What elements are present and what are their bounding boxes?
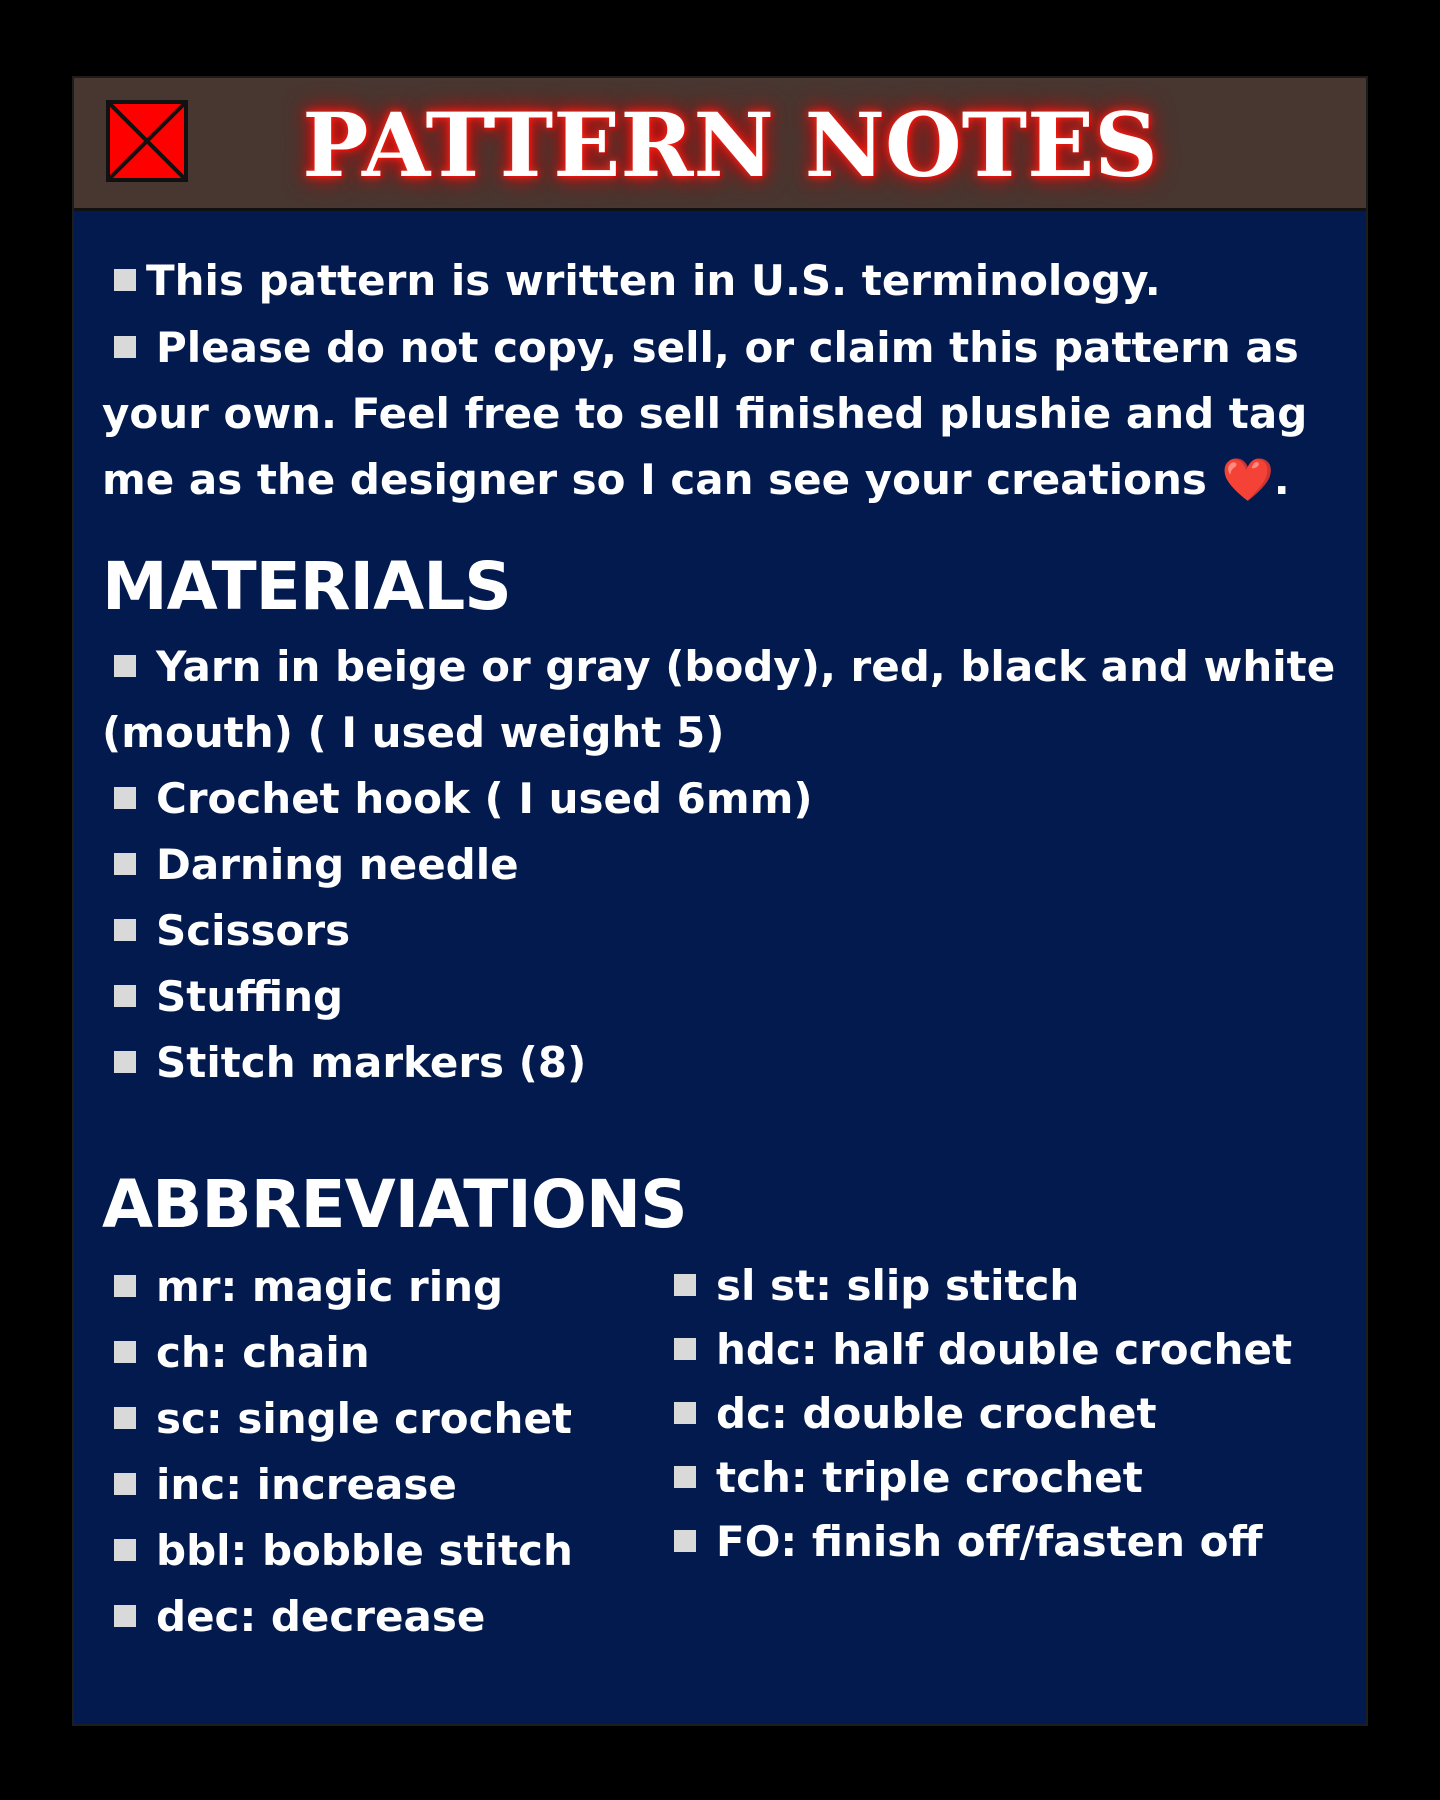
square-bullet-icon bbox=[114, 1605, 136, 1627]
list-item bbox=[114, 1386, 573, 1452]
list-item bbox=[114, 1320, 573, 1386]
square-bullet-icon bbox=[674, 1402, 696, 1424]
list-item bbox=[674, 1254, 1292, 1318]
abbreviation-text: bbl: bobble stitch bbox=[156, 1526, 573, 1575]
abbreviation-text: sl st: slip stitch bbox=[716, 1261, 1080, 1310]
abbreviation-text: tch: triple crochet bbox=[716, 1453, 1143, 1502]
square-bullet-icon bbox=[114, 1341, 136, 1363]
material-item-text: Stuffing bbox=[156, 972, 344, 1021]
pattern-notes-card bbox=[72, 76, 1368, 1726]
abbreviation-text: hdc: half double crochet bbox=[716, 1325, 1293, 1374]
note-terminology bbox=[114, 248, 1334, 314]
material-item-text: Darning needle bbox=[156, 840, 519, 889]
abbreviation-text: inc: increase bbox=[156, 1460, 457, 1509]
list-item bbox=[114, 1254, 573, 1320]
square-bullet-icon bbox=[674, 1466, 696, 1488]
abbreviations-heading: ABBREVIATIONS bbox=[102, 1166, 687, 1243]
square-bullet-icon bbox=[674, 1274, 696, 1296]
material-item-text: Scissors bbox=[156, 906, 351, 955]
materials-heading: MATERIALS bbox=[102, 548, 511, 625]
heart-icon: ❤️ bbox=[1221, 455, 1274, 504]
list-item bbox=[102, 898, 1352, 964]
square-bullet-icon bbox=[114, 1473, 136, 1495]
materials-list bbox=[102, 634, 1352, 1096]
list-item bbox=[114, 1452, 573, 1518]
list-item bbox=[102, 634, 1352, 766]
list-item bbox=[674, 1382, 1292, 1446]
square-bullet-icon bbox=[114, 1275, 136, 1297]
abbreviations-right-column bbox=[674, 1254, 1292, 1574]
note-copyright-end: . bbox=[1273, 455, 1290, 504]
abbreviation-text: dec: decrease bbox=[156, 1592, 486, 1641]
material-item-text: Crochet hook ( I used 6mm) bbox=[156, 774, 813, 823]
abbreviation-text: mr: magic ring bbox=[156, 1262, 504, 1311]
abbreviation-text: dc: double crochet bbox=[716, 1389, 1157, 1438]
abbreviation-text: ch: chain bbox=[156, 1328, 370, 1377]
square-bullet-icon bbox=[114, 1539, 136, 1561]
note-terminology-text: This pattern is written in U.S. terminology. bbox=[146, 256, 1161, 305]
square-bullet-icon bbox=[114, 336, 136, 358]
square-bullet-icon bbox=[114, 853, 136, 875]
square-bullet-icon bbox=[114, 787, 136, 809]
square-bullet-icon bbox=[114, 919, 136, 941]
abbreviation-text: FO: finish off/fasten off bbox=[716, 1517, 1263, 1566]
material-item-text: Yarn in beige or gray (body), red, black and white (mouth) ( I used weight 5) bbox=[102, 642, 1336, 757]
abbreviations-left-column bbox=[114, 1254, 573, 1650]
list-item bbox=[114, 1584, 573, 1650]
abbreviation-text: sc: single crochet bbox=[156, 1394, 573, 1443]
square-bullet-icon bbox=[114, 655, 136, 677]
list-item bbox=[102, 1030, 1352, 1096]
note-copyright bbox=[102, 315, 1342, 513]
list-item bbox=[102, 766, 1352, 832]
square-bullet-icon bbox=[114, 269, 136, 291]
list-item bbox=[674, 1318, 1292, 1382]
note-copyright-text: Please do not copy, sell, or claim this pattern as your own. Feel free to sell finished plushie and tag me as the designer so I can see your creations bbox=[102, 323, 1308, 504]
square-bullet-icon bbox=[674, 1338, 696, 1360]
square-bullet-icon bbox=[114, 1051, 136, 1073]
list-item bbox=[114, 1518, 573, 1584]
list-item bbox=[102, 832, 1352, 898]
list-item bbox=[674, 1510, 1292, 1574]
list-item bbox=[674, 1446, 1292, 1510]
square-bullet-icon bbox=[114, 985, 136, 1007]
list-item bbox=[102, 964, 1352, 1030]
material-item-text: Stitch markers (8) bbox=[156, 1038, 587, 1087]
page-title: PATTERN NOTES bbox=[302, 92, 1158, 197]
square-bullet-icon bbox=[114, 1407, 136, 1429]
square-bullet-icon bbox=[674, 1530, 696, 1552]
header-bar bbox=[74, 78, 1366, 211]
